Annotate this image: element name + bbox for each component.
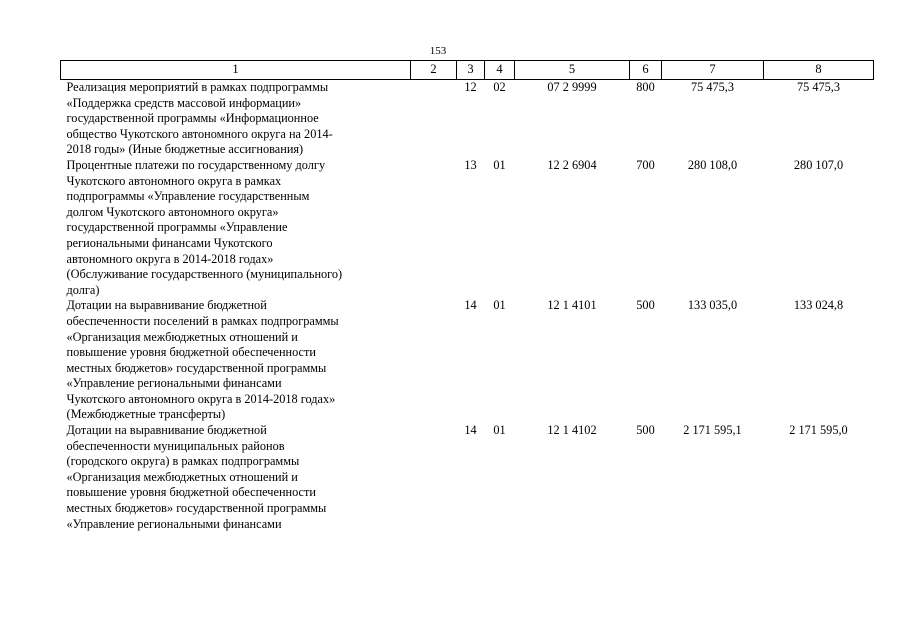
cell-section: 14 [464,423,477,438]
description-line: Процентные платежи по государственному долгу [66,157,326,172]
budget-table [60,60,874,532]
cell-column-2 [411,298,457,423]
column-header-4: 4 [485,61,515,80]
cell-amount-planned: 133 035,0 [687,298,738,313]
table-row [61,298,874,423]
cell-expense-type: 500 [636,298,655,313]
description-line: общество Чукотского автономного округа на 2014- [66,126,333,141]
description-line: Дотации на выравнивание бюджетной [66,298,267,313]
table-row [61,158,874,298]
description-line: долгом Чукотского автономного округа» [66,204,279,219]
cell-subsection: 02 [493,80,506,94]
cell-expense-type: 800 [636,80,655,94]
description-line: «Организация межбюджетных отношений и [66,469,298,484]
row-description [61,158,411,298]
description-line: (городского округа) в рамках подпрограммы [66,454,300,469]
description-line: региональными финансами Чукотского [66,235,273,250]
cell-section: 12 [464,80,477,94]
description-line: Чукотского автономного округа в рамках [66,173,282,188]
cell-amount-planned: 280 108,0 [687,157,738,172]
cell-amount-executed: 133 024,8 [793,298,844,313]
description-line: подпрограммы «Управление государственным [66,189,310,204]
cell-amount-executed: 280 107,0 [793,157,844,172]
column-header-6: 6 [630,61,662,80]
description-line: обеспеченности поселений в рамках подпрограммы [66,313,339,328]
cell-amount-planned: 75 475,3 [690,80,735,94]
cell-subsection: 01 [493,423,506,438]
description-line: местных бюджетов» государственной программы [66,360,327,375]
cell-target-article: 12 1 4102 [547,423,597,438]
cell-target-article: 12 1 4101 [547,298,597,313]
cell-section: 14 [464,298,477,313]
cell-section: 13 [464,157,477,172]
table-row [61,80,874,158]
description-line: Чукотского автономного округа в 2014-2018 годах» [66,391,336,406]
description-line: «Организация межбюджетных отношений и [66,329,298,344]
description-line: повышение уровня бюджетной обеспеченности [66,345,316,360]
description-line: обеспеченности муниципальных районов [66,438,285,453]
description-line: повышение уровня бюджетной обеспеченности [66,485,316,500]
description-line: автономного округа в 2014-2018 годах» [66,251,274,266]
cell-amount-executed: 2 171 595,0 [789,423,848,438]
cell-subsection: 01 [493,157,506,172]
description-line: долга) [66,282,100,297]
cell-amount-executed: 75 475,3 [796,80,841,94]
column-header-2: 2 [411,61,457,80]
cell-column-2 [411,423,457,532]
description-line: местных бюджетов» государственной программы [66,501,327,516]
row-description [61,423,411,532]
column-header-3: 3 [457,61,485,80]
row-description [61,298,411,423]
table-row [61,423,874,532]
cell-subsection: 01 [493,298,506,313]
description-line: государственной программы «Информационное [66,111,319,126]
cell-amount-planned: 2 171 595,1 [683,423,742,438]
description-line: «Управление региональными финансами [66,376,282,391]
description-line: Дотации на выравнивание бюджетной [66,423,267,438]
column-header-1: 1 [61,61,411,80]
description-line: государственной программы «Управление [66,220,288,235]
table-header [61,61,874,80]
cell-column-2 [411,80,457,158]
description-line: (Обслуживание государственного (муниципального) [66,267,343,282]
column-header-5: 5 [515,61,630,80]
column-header-7: 7 [662,61,764,80]
cell-expense-type: 500 [636,423,655,438]
column-number-row [61,61,874,80]
table-body [61,80,874,533]
cell-target-article: 12 2 6904 [547,157,597,172]
cell-column-2 [411,158,457,298]
row-description [61,80,411,158]
page-number: 153 [429,45,447,57]
description-line: «Управление региональными финансами [66,516,282,531]
cell-expense-type: 700 [636,157,655,172]
description-line: 2018 годы» (Иные бюджетные ассигнования) [66,142,304,157]
cell-target-article: 07 2 9999 [547,80,597,94]
description-line: (Межбюджетные трансферты) [66,407,226,422]
description-line: «Поддержка средств массовой информации» [66,95,302,110]
column-header-8: 8 [764,61,874,80]
description-line: Реализация мероприятий в рамках подпрограммы [66,80,329,94]
